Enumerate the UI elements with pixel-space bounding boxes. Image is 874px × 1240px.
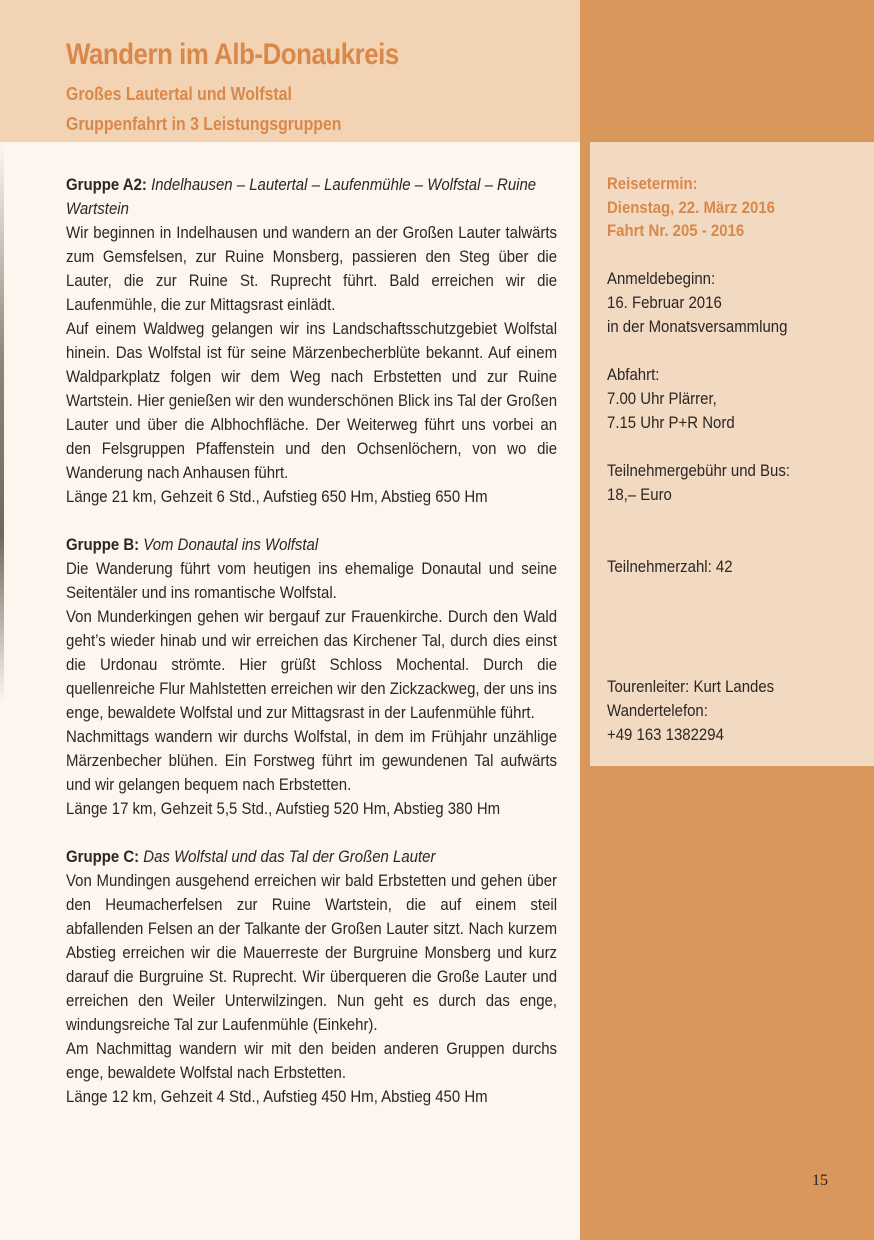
group-c-label: Gruppe C:	[66, 847, 140, 866]
group-c-stats: Länge 12 km, Gehzeit 4 Std., Aufstieg 450 Hm, Abstieg 450 Hm	[66, 1087, 488, 1106]
abfahrt-time-2: 7.15 Uhr P+R Nord	[607, 413, 735, 432]
group-a2-paragraph: Wir beginnen in Indelhausen und wandern an der Großen Lauter talwärts zum Gemsfelsen, zur Ruine Monsberg, passieren den Steg über die Lauter, die zur Ruine St. Ruprecht führt. Bald erreichen wir die Laufenmühle, die zur Mittagsrast einlädt.	[66, 223, 558, 314]
left-edge-photo-strip	[0, 142, 4, 702]
reisetermin-date: Dienstag, 22. März 2016	[607, 198, 775, 217]
page-title: Wandern im Alb-Donaukreis	[66, 38, 399, 71]
page-subtitle-groups: Gruppenfahrt in 3 Leistungsgruppen	[66, 114, 342, 134]
group-b-label: Gruppe B:	[66, 535, 140, 554]
page-number: 15	[812, 1172, 828, 1189]
group-c-route: Das Wolfstal und das Tal der Großen Lauter	[143, 847, 436, 866]
group-b-paragraph: Nachmittags wandern wir durchs Wolfstal, in dem im Frühjahr unzählige Märzenbecher blühen. Ein Forstweg führt im gewundenen Tal aufwärts und wir gelangen bequem nach Erbstetten.	[66, 727, 558, 794]
group-c-paragraph: Am Nachmittag wandern wir mit den beiden anderen Gruppen durchs enge, bewaldete Wolfstal nach Erbstetten.	[66, 1039, 558, 1082]
group-a2-stats: Länge 21 km, Gehzeit 6 Std., Aufstieg 650 Hm, Abstieg 650 Hm	[66, 487, 488, 506]
group-b-stats: Länge 17 km, Gehzeit 5,5 Std., Aufstieg 520 Hm, Abstieg 380 Hm	[66, 799, 501, 818]
group-a2-label: Gruppe A2:	[66, 175, 147, 194]
group-a2-route: Indelhausen – Lautertal – Laufenmühle – Wolfstal – Ruine Wartstein	[66, 175, 537, 218]
tour-leader: Tourenleiter: Kurt Landes	[607, 677, 775, 696]
abfahrt-label: Abfahrt:	[607, 365, 660, 384]
reisetermin-label: Reisetermin:	[607, 174, 698, 193]
fahrt-number: Fahrt Nr. 205 - 2016	[607, 221, 745, 240]
abfahrt-time-1: 7.00 Uhr Plärrer,	[607, 389, 717, 408]
anmeldebeginn-label: Anmeldebeginn:	[607, 269, 716, 288]
hiking-phone-number: +49 163 1382294	[607, 725, 724, 744]
group-b-route: Vom Donautal ins Wolfstal	[143, 535, 319, 554]
fee-label: Teilnehmergebühr und Bus:	[607, 461, 790, 480]
anmeldebeginn-date: 16. Februar 2016	[607, 293, 722, 312]
group-a2-paragraph: Auf einem Waldweg gelangen wir ins Landschaftsschutzgebiet Wolfstal hinein. Das Wolfstal ist für seine Märzenbecherblüte bekannt. Auf einem Waldparkplatz folgen wir dem Weg nach Erbstetten und zur Ruine Wartstein. Hier genießen wir den wunderschönen Blick ins Tal der Großen Lauter und über die Albhochfläche. Der Weiterweg führt uns vorbei an den Felsgruppen Pfaffenstein und den Ochsenlöchern, von wo die Wanderung nach Anhausen führt.	[66, 319, 558, 482]
group-c-heading	[66, 845, 557, 869]
group-b-paragraph: Von Munderkingen gehen wir bergauf zur Frauenkirche. Durch den Wald geht’s wieder hinab und wir erreichen das Kirchener Tal, durch dies einst die Urdonau strömte. Hier grüßt Schloss Mochental. Durch die quellenreiche Flur Mahlstetten erreichen wir den Zickzackweg, der uns ins enge, bewaldete Wolfstal und zur Mittagsrast in der Laufenmühle führt.	[66, 607, 558, 722]
main-text-column	[66, 173, 557, 1109]
page-subtitle-route: Großes Lautertal und Wolfstal	[66, 84, 292, 104]
group-c-paragraph: Von Mundingen ausgehend erreichen wir bald Erbstetten und gehen über den Heumacherfelsen zur Ruine Wartstein, die auf einem steil abfallenden Felsen an der Talkante der Großen Lauter sitzt. Nach kurzem Abstieg erreichen wir die Mauerreste der Burgruine Monsberg und kurz darauf die Burgruine St. Ruprecht. Wir überqueren die Große Lauter und erreichen den Weiler Unterwilzingen. Nun geht es durch das enge, windungsreiche Tal zur Laufenmühle (Einkehr).	[66, 871, 558, 1034]
hiking-phone-label: Wandertelefon:	[607, 701, 708, 720]
group-a2-heading	[66, 173, 557, 221]
group-b-paragraph: Die Wanderung führt vom heutigen ins ehemalige Donautal und seine Seitentäler und ins romantische Wolfstal.	[66, 559, 558, 602]
page-header	[0, 0, 580, 142]
fee-value: 18,– Euro	[607, 485, 672, 504]
anmeldebeginn-place: in der Monatsversammlung	[607, 317, 788, 336]
group-b-heading	[66, 533, 557, 557]
participant-count: Teilnehmerzahl: 42	[607, 557, 733, 576]
